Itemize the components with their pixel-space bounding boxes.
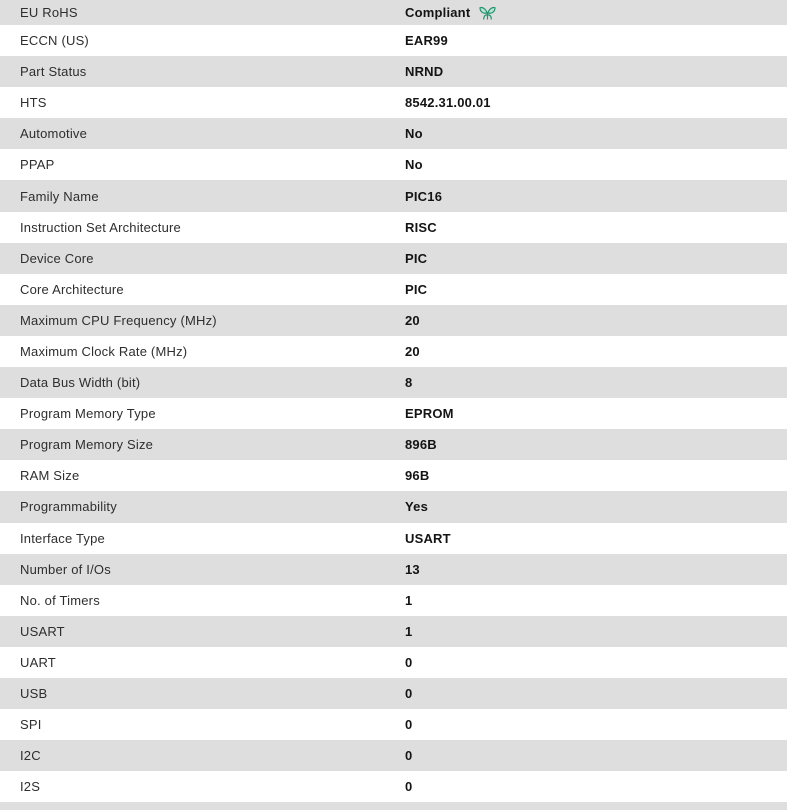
spec-label: Family Name <box>20 188 99 204</box>
spec-row <box>0 647 787 678</box>
spec-row <box>0 616 787 647</box>
spec-label: Device Core <box>20 250 94 266</box>
spec-label: PPAP <box>20 157 55 173</box>
spec-value-text: Compliant <box>405 5 471 20</box>
spec-row <box>0 87 787 118</box>
spec-label: Programmability <box>20 499 117 515</box>
spec-value-text: Yes <box>405 499 429 515</box>
spec-value-text: 0 <box>405 654 413 670</box>
spec-value-text: 20 <box>405 312 420 328</box>
spec-row <box>0 491 787 522</box>
spec-row <box>0 585 787 616</box>
spec-value-text: USART <box>405 530 451 546</box>
spec-value <box>405 64 787 79</box>
spec-row <box>0 56 787 87</box>
spec-label: Core Architecture <box>20 281 124 297</box>
spec-label: ECCN (US) <box>20 33 89 49</box>
spec-row <box>0 678 787 709</box>
spec-row <box>0 0 787 25</box>
spec-row <box>0 180 787 211</box>
spec-value <box>405 282 787 297</box>
spec-value <box>405 375 787 390</box>
spec-label: EU RoHS <box>20 5 78 20</box>
spec-label: Maximum CPU Frequency (MHz) <box>20 312 217 328</box>
spec-value <box>405 655 787 670</box>
spec-value-text: 0 <box>405 686 413 702</box>
spec-value-text: RISC <box>405 219 437 235</box>
spec-value <box>405 95 787 110</box>
spec-row <box>0 709 787 740</box>
spec-label: Number of I/Os <box>20 561 111 577</box>
spec-value <box>405 437 787 452</box>
spec-value-text: EPROM <box>405 406 454 422</box>
spec-value-text: 8542.31.00.01 <box>405 95 491 111</box>
spec-label: Data Bus Width (bit) <box>20 375 141 391</box>
spec-row <box>0 336 787 367</box>
spec-value <box>405 189 787 204</box>
spec-row <box>0 305 787 336</box>
spec-value <box>405 593 787 608</box>
spec-value-text: 20 <box>405 343 420 359</box>
rohs-leaf-icon <box>479 6 496 20</box>
spec-label: Program Memory Type <box>20 406 156 422</box>
spec-row <box>0 523 787 554</box>
spec-value-text: PIC <box>405 281 428 297</box>
spec-value-text: 0 <box>405 748 413 764</box>
spec-value-text: 0 <box>405 717 413 733</box>
spec-value-text: NRND <box>405 64 444 80</box>
spec-value <box>405 220 787 235</box>
spec-label: Interface Type <box>20 530 105 546</box>
spec-row <box>0 429 787 460</box>
spec-value-text: PIC <box>405 250 428 266</box>
spec-label: Maximum Clock Rate (MHz) <box>20 343 188 359</box>
spec-value-text: 13 <box>405 561 420 577</box>
spec-value-text: 96B <box>405 468 430 484</box>
spec-row <box>0 25 787 56</box>
spec-label: HTS <box>20 95 47 111</box>
spec-value <box>405 748 787 763</box>
spec-value-text: No <box>405 126 423 142</box>
spec-value <box>405 126 787 141</box>
spec-row <box>0 740 787 771</box>
spec-row <box>0 367 787 398</box>
spec-value <box>405 499 787 514</box>
spec-label: Automotive <box>20 126 88 142</box>
spec-value <box>405 5 787 20</box>
spec-value <box>405 251 787 266</box>
spec-value <box>405 344 787 359</box>
spec-value <box>405 562 787 577</box>
spec-row <box>0 771 787 802</box>
spec-row <box>0 460 787 491</box>
spec-value <box>405 686 787 701</box>
spec-label: Program Memory Size <box>20 437 154 453</box>
spec-row <box>0 554 787 585</box>
spec-value <box>405 468 787 483</box>
spec-label: SPI <box>20 717 42 733</box>
spec-value-text: 1 <box>405 592 413 608</box>
spec-label: I2C <box>20 748 41 764</box>
spec-value <box>405 624 787 639</box>
spec-value <box>405 33 787 48</box>
spec-value <box>405 157 787 172</box>
spec-row <box>0 243 787 274</box>
spec-label: USB <box>20 686 48 702</box>
spec-value <box>405 779 787 794</box>
spec-row <box>0 274 787 305</box>
spec-label: USART <box>20 623 65 639</box>
spec-row <box>0 118 787 149</box>
spec-value <box>405 531 787 546</box>
spec-label: No. of Timers <box>20 592 100 608</box>
spec-value <box>405 717 787 732</box>
spec-row-partial <box>0 802 787 810</box>
spec-label: RAM Size <box>20 468 80 484</box>
spec-value-text: 0 <box>405 779 413 795</box>
spec-value-text: No <box>405 157 423 173</box>
spec-value-text: 1 <box>405 623 413 639</box>
spec-value <box>405 313 787 328</box>
spec-value-text: 8 <box>405 375 413 391</box>
spec-row <box>0 149 787 180</box>
spec-value-text: PIC16 <box>405 188 443 204</box>
spec-label: UART <box>20 654 56 670</box>
spec-value-text: EAR99 <box>405 33 448 49</box>
spec-value <box>405 406 787 421</box>
spec-row <box>0 398 787 429</box>
spec-label: Part Status <box>20 64 87 80</box>
spec-value-text: 896B <box>405 437 437 453</box>
spec-row <box>0 212 787 243</box>
spec-label: I2S <box>20 779 41 795</box>
spec-label: Instruction Set Architecture <box>20 219 181 235</box>
